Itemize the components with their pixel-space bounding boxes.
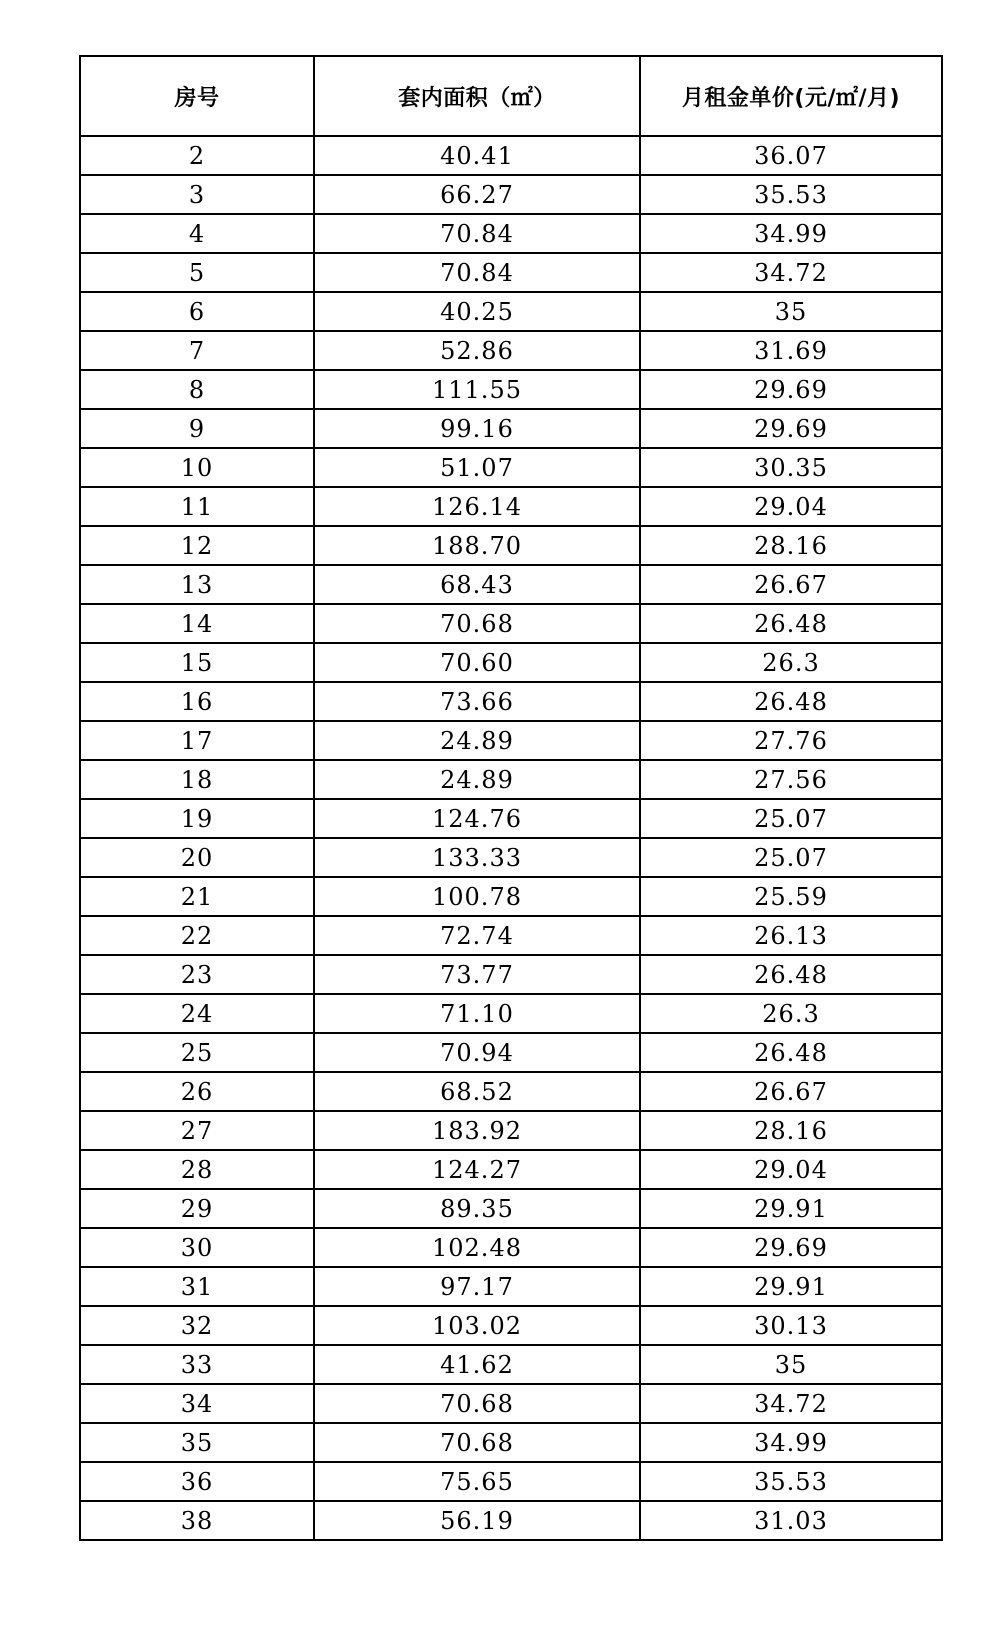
header-monthly-rent-unit-price: 月租金单价(元/㎡/月): [640, 56, 942, 136]
cell-monthly-rent-unit-price: 36.07: [640, 136, 942, 175]
cell-inner-area: 70.84: [314, 253, 640, 292]
table-row: [80, 1228, 942, 1267]
table-row: [80, 1501, 942, 1540]
cell-inner-area: 133.33: [314, 838, 640, 877]
cell-room-number: 7: [80, 331, 314, 370]
cell-monthly-rent-unit-price: 25.07: [640, 838, 942, 877]
cell-inner-area: 68.43: [314, 565, 640, 604]
cell-inner-area: 70.84: [314, 214, 640, 253]
table-row: [80, 487, 942, 526]
cell-inner-area: 70.94: [314, 1033, 640, 1072]
table-row: [80, 409, 942, 448]
cell-room-number: 27: [80, 1111, 314, 1150]
table-row: [80, 1462, 942, 1501]
cell-room-number: 20: [80, 838, 314, 877]
cell-monthly-rent-unit-price: 35.53: [640, 1462, 942, 1501]
table-row: [80, 1072, 942, 1111]
cell-room-number: 3: [80, 175, 314, 214]
cell-room-number: 34: [80, 1384, 314, 1423]
cell-inner-area: 66.27: [314, 175, 640, 214]
table-row: [80, 916, 942, 955]
cell-inner-area: 70.60: [314, 643, 640, 682]
cell-inner-area: 111.55: [314, 370, 640, 409]
cell-inner-area: 99.16: [314, 409, 640, 448]
cell-monthly-rent-unit-price: 34.99: [640, 214, 942, 253]
table-body: [80, 136, 942, 1540]
cell-room-number: 31: [80, 1267, 314, 1306]
table-row: [80, 877, 942, 916]
cell-inner-area: 97.17: [314, 1267, 640, 1306]
cell-inner-area: 73.77: [314, 955, 640, 994]
cell-room-number: 11: [80, 487, 314, 526]
header-room-number: 房号: [80, 56, 314, 136]
cell-monthly-rent-unit-price: 31.69: [640, 331, 942, 370]
table-row: [80, 994, 942, 1033]
table-row: [80, 292, 942, 331]
cell-monthly-rent-unit-price: 25.59: [640, 877, 942, 916]
cell-room-number: 38: [80, 1501, 314, 1540]
table-row: [80, 526, 942, 565]
cell-inner-area: 100.78: [314, 877, 640, 916]
cell-room-number: 32: [80, 1306, 314, 1345]
cell-inner-area: 40.25: [314, 292, 640, 331]
table-row: [80, 643, 942, 682]
cell-room-number: 30: [80, 1228, 314, 1267]
cell-room-number: 28: [80, 1150, 314, 1189]
cell-monthly-rent-unit-price: 30.35: [640, 448, 942, 487]
cell-inner-area: 75.65: [314, 1462, 640, 1501]
table-row: [80, 955, 942, 994]
table-row: [80, 1384, 942, 1423]
cell-monthly-rent-unit-price: 29.69: [640, 370, 942, 409]
cell-inner-area: 72.74: [314, 916, 640, 955]
cell-room-number: 35: [80, 1423, 314, 1462]
cell-inner-area: 56.19: [314, 1501, 640, 1540]
table-row: [80, 253, 942, 292]
cell-monthly-rent-unit-price: 26.3: [640, 994, 942, 1033]
cell-room-number: 36: [80, 1462, 314, 1501]
cell-inner-area: 41.62: [314, 1345, 640, 1384]
table-row: [80, 604, 942, 643]
cell-inner-area: 102.48: [314, 1228, 640, 1267]
cell-monthly-rent-unit-price: 26.67: [640, 565, 942, 604]
table-row: [80, 1189, 942, 1228]
cell-monthly-rent-unit-price: 28.16: [640, 526, 942, 565]
table-row: [80, 1306, 942, 1345]
table-row: [80, 799, 942, 838]
cell-room-number: 22: [80, 916, 314, 955]
cell-room-number: 17: [80, 721, 314, 760]
cell-room-number: 23: [80, 955, 314, 994]
cell-monthly-rent-unit-price: 34.99: [640, 1423, 942, 1462]
cell-monthly-rent-unit-price: 26.48: [640, 1033, 942, 1072]
cell-inner-area: 73.66: [314, 682, 640, 721]
cell-inner-area: 89.35: [314, 1189, 640, 1228]
cell-monthly-rent-unit-price: 29.91: [640, 1189, 942, 1228]
cell-inner-area: 40.41: [314, 136, 640, 175]
cell-room-number: 8: [80, 370, 314, 409]
cell-monthly-rent-unit-price: 29.04: [640, 1150, 942, 1189]
cell-monthly-rent-unit-price: 26.48: [640, 955, 942, 994]
cell-room-number: 6: [80, 292, 314, 331]
cell-room-number: 12: [80, 526, 314, 565]
table-row: [80, 1267, 942, 1306]
table-row: [80, 1033, 942, 1072]
cell-room-number: 29: [80, 1189, 314, 1228]
cell-monthly-rent-unit-price: 26.3: [640, 643, 942, 682]
cell-room-number: 2: [80, 136, 314, 175]
cell-room-number: 33: [80, 1345, 314, 1384]
cell-inner-area: 124.76: [314, 799, 640, 838]
cell-monthly-rent-unit-price: 35: [640, 292, 942, 331]
cell-monthly-rent-unit-price: 29.69: [640, 409, 942, 448]
cell-monthly-rent-unit-price: 26.67: [640, 1072, 942, 1111]
cell-monthly-rent-unit-price: 25.07: [640, 799, 942, 838]
cell-room-number: 10: [80, 448, 314, 487]
cell-monthly-rent-unit-price: 29.04: [640, 487, 942, 526]
cell-inner-area: 52.86: [314, 331, 640, 370]
cell-room-number: 18: [80, 760, 314, 799]
cell-inner-area: 68.52: [314, 1072, 640, 1111]
cell-inner-area: 124.27: [314, 1150, 640, 1189]
cell-inner-area: 24.89: [314, 760, 640, 799]
table-row: [80, 565, 942, 604]
cell-inner-area: 103.02: [314, 1306, 640, 1345]
cell-monthly-rent-unit-price: 26.48: [640, 604, 942, 643]
cell-monthly-rent-unit-price: 30.13: [640, 1306, 942, 1345]
cell-inner-area: 188.70: [314, 526, 640, 565]
cell-inner-area: 126.14: [314, 487, 640, 526]
cell-monthly-rent-unit-price: 34.72: [640, 253, 942, 292]
cell-room-number: 14: [80, 604, 314, 643]
table-row: [80, 331, 942, 370]
rent-table: [79, 55, 943, 1541]
cell-monthly-rent-unit-price: 27.56: [640, 760, 942, 799]
table-row: [80, 1111, 942, 1150]
cell-room-number: 4: [80, 214, 314, 253]
cell-room-number: 16: [80, 682, 314, 721]
cell-room-number: 19: [80, 799, 314, 838]
header-row: [80, 56, 942, 136]
cell-monthly-rent-unit-price: 35.53: [640, 175, 942, 214]
cell-monthly-rent-unit-price: 28.16: [640, 1111, 942, 1150]
table-row: [80, 370, 942, 409]
table-row: [80, 838, 942, 877]
cell-monthly-rent-unit-price: 35: [640, 1345, 942, 1384]
table-row: [80, 760, 942, 799]
cell-monthly-rent-unit-price: 29.69: [640, 1228, 942, 1267]
cell-room-number: 26: [80, 1072, 314, 1111]
table-row: [80, 682, 942, 721]
cell-inner-area: 183.92: [314, 1111, 640, 1150]
cell-room-number: 24: [80, 994, 314, 1033]
cell-room-number: 15: [80, 643, 314, 682]
cell-monthly-rent-unit-price: 31.03: [640, 1501, 942, 1540]
table-row: [80, 448, 942, 487]
table-row: [80, 1345, 942, 1384]
table-row: [80, 1150, 942, 1189]
header-inner-area: 套内面积（㎡）: [314, 56, 640, 136]
table-row: [80, 1423, 942, 1462]
table-row: [80, 214, 942, 253]
cell-monthly-rent-unit-price: 29.91: [640, 1267, 942, 1306]
cell-room-number: 25: [80, 1033, 314, 1072]
cell-inner-area: 70.68: [314, 1384, 640, 1423]
cell-monthly-rent-unit-price: 34.72: [640, 1384, 942, 1423]
cell-inner-area: 51.07: [314, 448, 640, 487]
cell-inner-area: 24.89: [314, 721, 640, 760]
cell-monthly-rent-unit-price: 26.48: [640, 682, 942, 721]
cell-room-number: 9: [80, 409, 314, 448]
cell-monthly-rent-unit-price: 27.76: [640, 721, 942, 760]
cell-monthly-rent-unit-price: 26.13: [640, 916, 942, 955]
cell-room-number: 21: [80, 877, 314, 916]
cell-inner-area: 70.68: [314, 604, 640, 643]
cell-room-number: 13: [80, 565, 314, 604]
table-row: [80, 721, 942, 760]
cell-inner-area: 71.10: [314, 994, 640, 1033]
table-row: [80, 136, 942, 175]
cell-room-number: 5: [80, 253, 314, 292]
cell-inner-area: 70.68: [314, 1423, 640, 1462]
table-row: [80, 175, 942, 214]
